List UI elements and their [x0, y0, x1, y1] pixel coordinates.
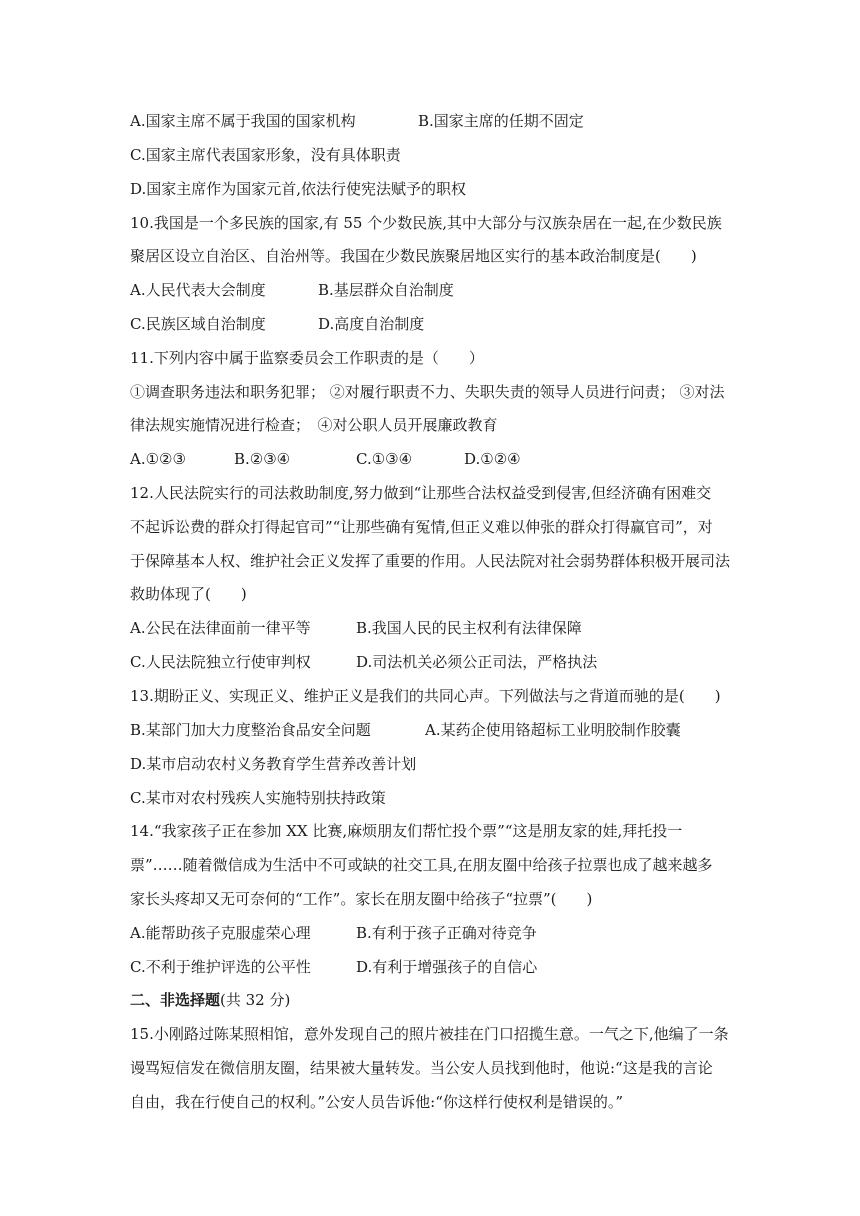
q10-option-d: D.高度自治制度: [318, 315, 425, 333]
q10-option-c: C.民族区域自治制度: [130, 315, 266, 333]
q14-stem-line-3: 家长头疼却又无可奈何的“工作”。家长在朋友圈中给孩子“拉票”( ): [130, 890, 593, 908]
q11-option-b: B.②③④: [234, 450, 291, 468]
q13-option-2: A.某药企使用铬超标工业明胶制作胶囊: [425, 721, 681, 739]
q9-option-a: A.国家主席不属于我国的国家机构: [130, 112, 356, 130]
q12-stem-line-4: 救助体现了( ): [130, 585, 247, 603]
q9-option-c: C.国家主席代表国家形象，没有具体职责: [130, 146, 401, 164]
q13-option-3: D.某市启动农村义务教育学生营养改善计划: [130, 755, 417, 773]
section-title: 二、非选择题: [130, 991, 221, 1009]
q11-options-row: [130, 449, 760, 469]
q14-options-row-2: [130, 957, 760, 977]
q11-option-a: A.①②③: [130, 450, 186, 468]
q13-stem: 13.期盼正义、实现正义、维护正义是我们的共同心声。下列做法与之背道而驰的是( ): [130, 687, 721, 705]
q14-option-d: D.有利于增强孩子的自信心: [356, 958, 538, 976]
section-heading: [130, 990, 290, 1010]
q10-option-a: A.人民代表大会制度: [130, 281, 266, 299]
q15-stem-line-1: 15.小刚路过陈某照相馆，意外发现自己的照片被挂在门口招揽生意。一气之下,他编了一条: [130, 1025, 729, 1043]
q10-options-row-2: [130, 314, 760, 334]
q9-option-b: B.国家主席的任期不固定: [418, 112, 584, 130]
q11-stem: 11.下列内容中属于监察委员会工作职责的是（ ）: [130, 349, 484, 367]
q14-option-c: C.不利于维护评选的公平性: [130, 958, 311, 976]
q14-stem-line-1: 14.“我家孩子正在参加 XX 比赛,麻烦朋友们帮忙投个票”“这是朋友家的娃,拜托投一: [130, 822, 683, 840]
q14-option-b: B.有利于孩子正确对待竞争: [356, 924, 537, 942]
q12-options-row-1: [130, 618, 760, 638]
q13-options-row-1: [130, 720, 760, 740]
q12-option-b: B.我国人民的民主权利有法律保障: [356, 619, 582, 637]
q15-stem-line-3: 自由，我在行使自己的权利。”公安人员告诉他:“你这样行使权利是错误的。”: [130, 1093, 624, 1111]
q14-stem-line-2: 票”……随着微信成为生活中不可或缺的社交工具,在朋友圈中给孩子拉票也成了越来越多: [130, 856, 713, 874]
q12-stem-line-1: 12.人民法院实行的司法救助制度,努力做到“让那些合法权益受到侵害,但经济确有困难交: [130, 484, 712, 502]
q12-stem-line-2: 不起诉讼费的群众打得起官司”“让那些确有冤情,但正义难以伸张的群众打得赢官司”，对: [130, 518, 713, 536]
q14-options-row-1: [130, 923, 760, 943]
q9-option-d: D.国家主席作为国家元首,依法行使宪法赋予的职权: [130, 180, 467, 198]
q9-options-row-1: [130, 111, 760, 131]
q13-option-4: C.某市对农村残疾人实施特别扶持政策: [130, 789, 386, 807]
q10-options-row-1: [130, 280, 760, 300]
q10-option-b: B.基层群众自治制度: [318, 281, 454, 299]
q12-option-c: C.人民法院独立行使审判权: [130, 653, 311, 671]
q12-option-d: D.司法机关必须公正司法，严格执法: [356, 653, 598, 671]
q12-option-a: A.公民在法律面前一律平等: [130, 619, 311, 637]
q11-items-line-1: ①调查职务违法和职务犯罪； ②对履行职责不力、失职失责的领导人员进行问责； ③对法: [130, 383, 725, 401]
q15-stem-line-2: 谩骂短信发在微信朋友圈，结果被大量转发。当公安人员找到他时，他说:“这是我的言论: [130, 1059, 713, 1077]
q14-option-a: A.能帮助孩子克服虚荣心理: [130, 924, 311, 942]
section-score: (共 32 分): [220, 991, 291, 1009]
q11-items-line-2: 律法规实施情况进行检查； ④对公职人员开展廉政教育: [130, 416, 498, 434]
q10-stem-line-1: 10.我国是一个多民族的国家,有 55 个少数民族,其中大部分与汉族杂居在一起,在少数民族: [130, 214, 722, 232]
q11-option-c: C.①③④: [356, 450, 413, 468]
q12-stem-line-3: 于保障基本人权、维护社会正义发挥了重要的作用。人民法院对社会弱势群体积极开展司法: [130, 552, 731, 570]
q13-option-1: B.某部门加大力度整治食品安全问题: [130, 721, 371, 739]
q10-stem-line-2: 聚居区设立自治区、自治州等。我国在少数民族聚居地区实行的基本政治制度是( ): [130, 247, 697, 265]
q11-option-d: D.①②④: [464, 450, 521, 468]
q12-options-row-2: [130, 652, 760, 672]
